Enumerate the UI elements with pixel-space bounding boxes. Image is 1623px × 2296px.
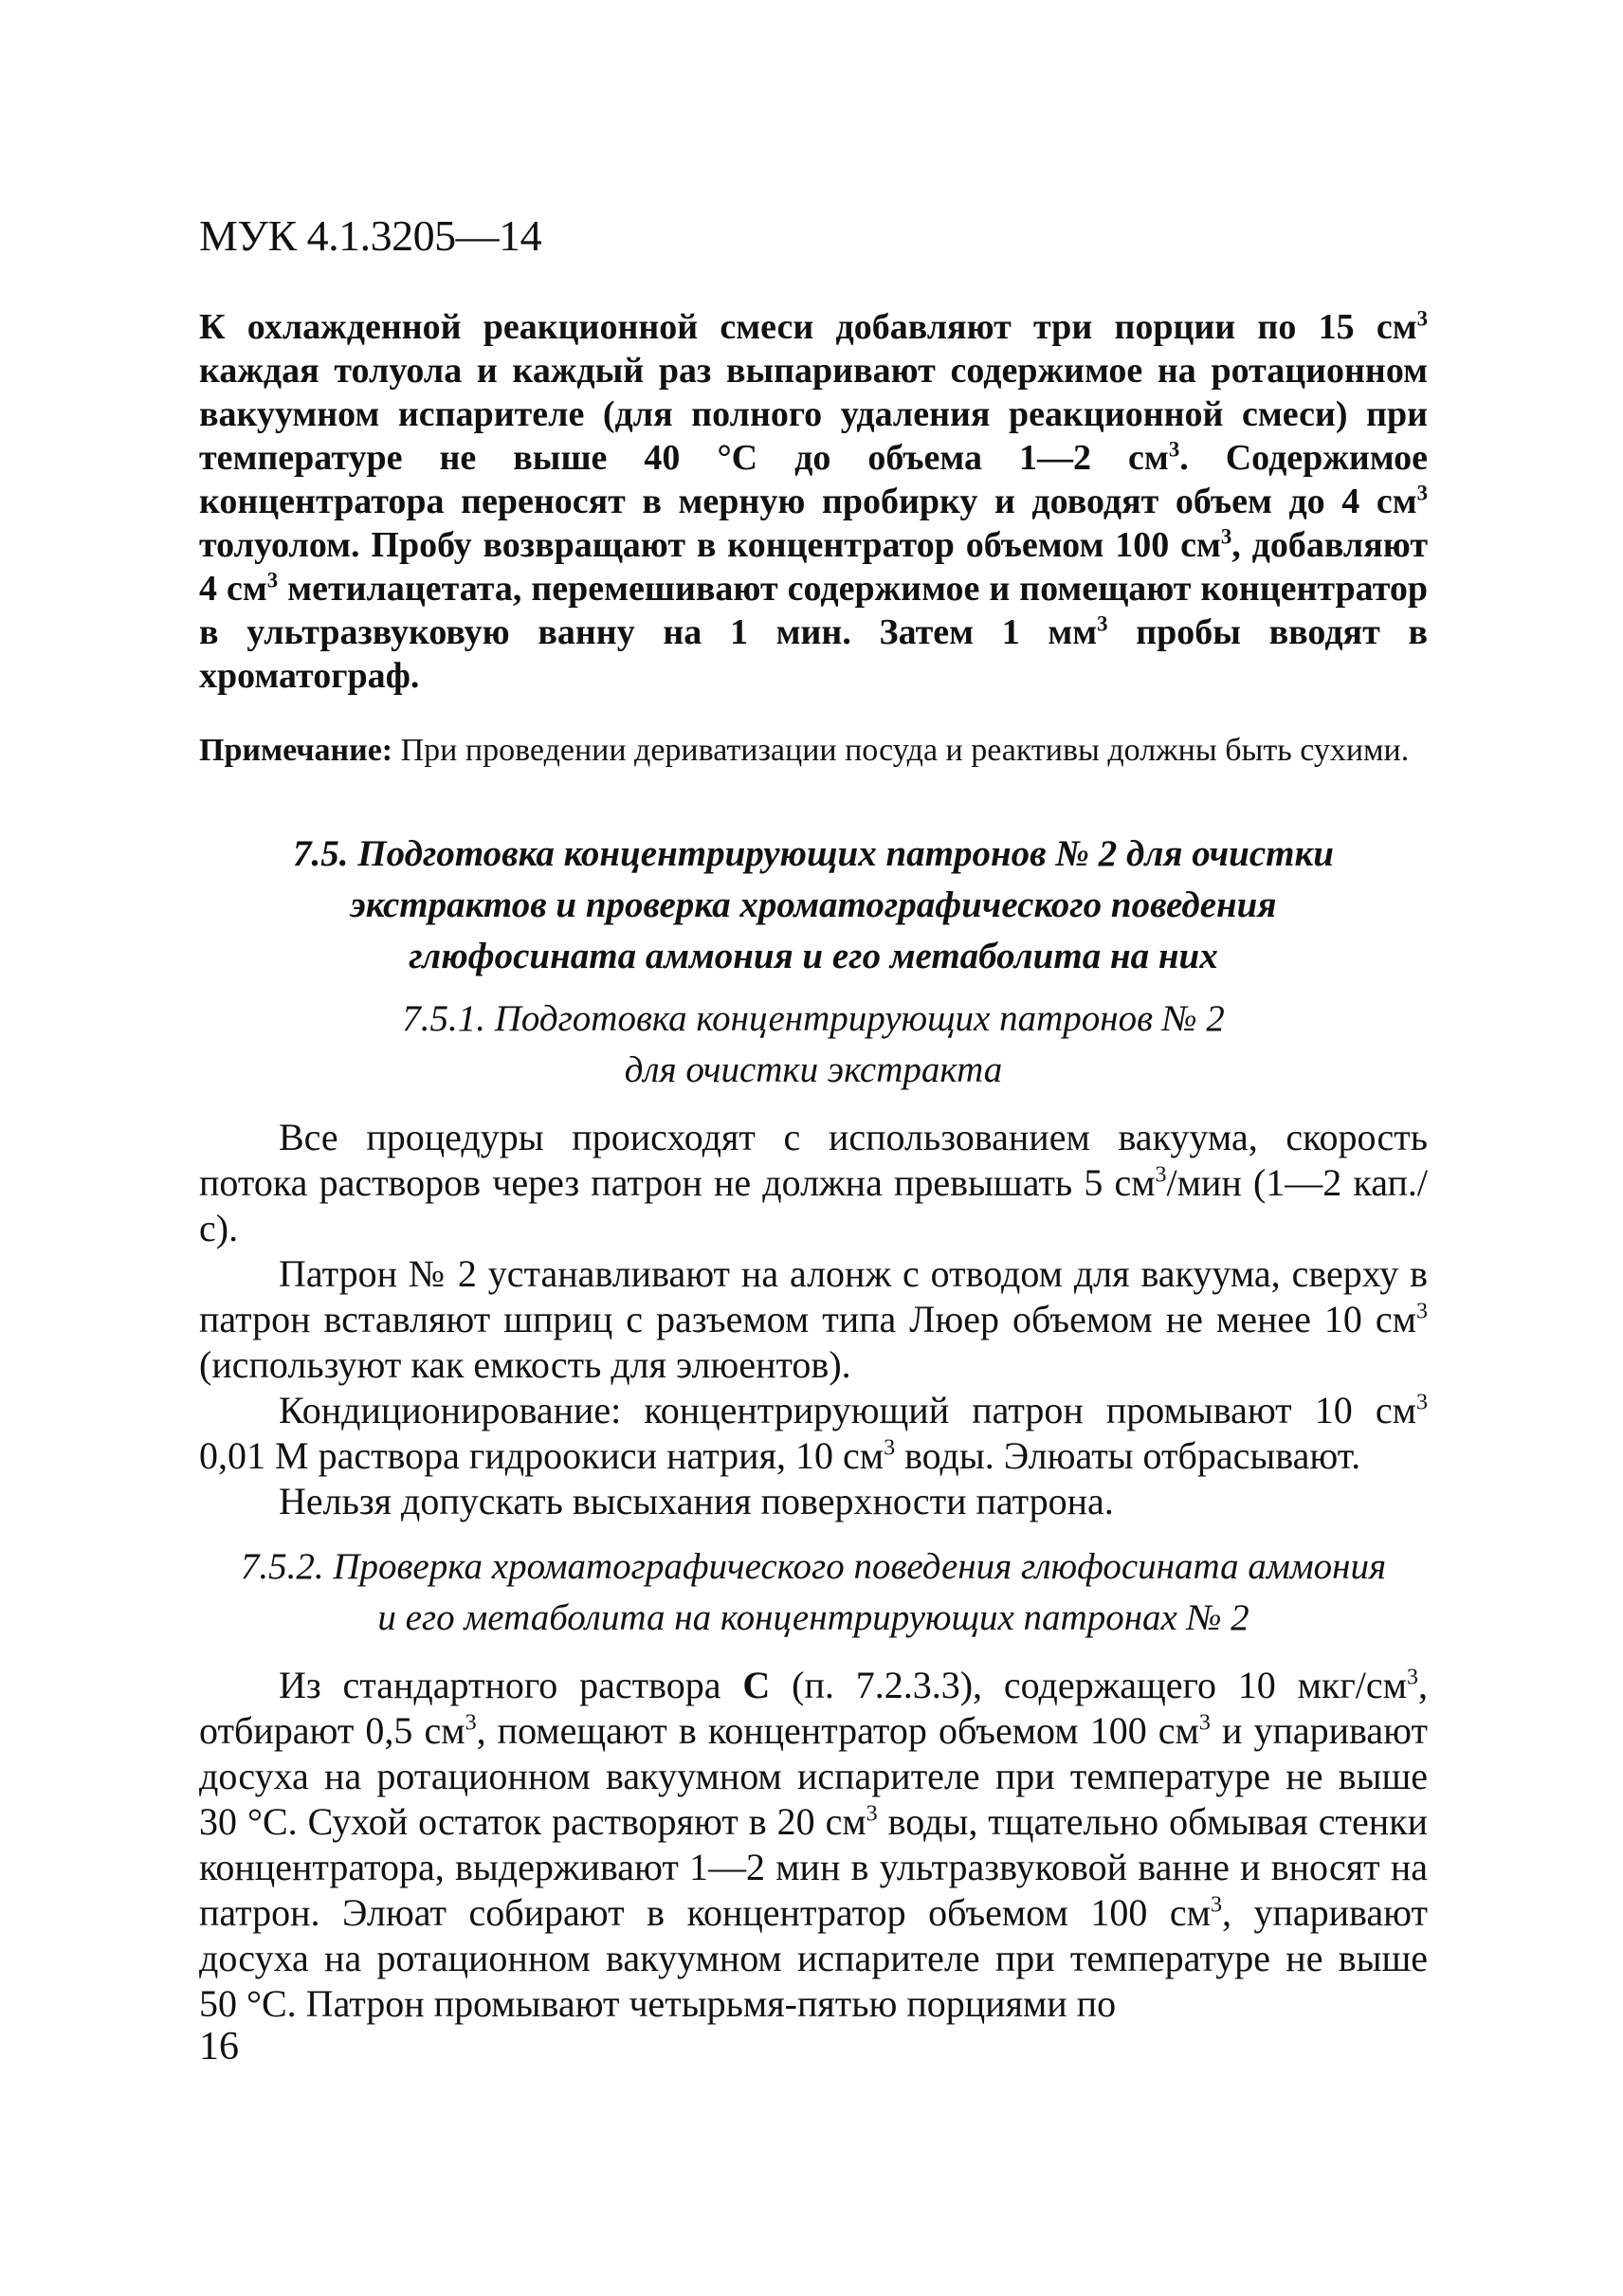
text-run: /мин (1—2 кап./с). (199, 1161, 1428, 1249)
note-label: Примечание: (199, 733, 393, 768)
text-run: , упаривают досуха на ротационном вакуумном испарителе при температуре не выше 50 °С. Патрон промывают четырьмя-пятью порциями по (199, 1891, 1428, 2025)
page-content (199, 305, 1428, 2027)
superscript: 3 (465, 1710, 477, 1736)
superscript: 3 (1198, 1710, 1211, 1736)
section-7-5-1-paragraph-1 (199, 1115, 1428, 1251)
section-7-5-2-paragraph (199, 1663, 1428, 2027)
text-run: пробы вводят в хроматограф. (199, 612, 1428, 696)
section-7-5-1-paragraph-3 (199, 1388, 1428, 1479)
superscript: 3 (1416, 306, 1428, 331)
superscript: 3 (1416, 1390, 1428, 1415)
text-run: воды, тщательно обмывая стенки концентратора, выдерживают 1—2 мин в ультразвуковой ванне и вносят на патрон. Элюат собирают в концентратор объемом 100 см (199, 1800, 1428, 1934)
note-text: При проведении дериватизации посуда и реактивы должны быть сухими. (392, 733, 1410, 768)
text-run: Патрон № 2 устанавливают на алонж с отводом для вакуума, сверху в патрон вставляют шприц с разъемом типа Люер объемом не менее 10 см (199, 1252, 1428, 1340)
text-run: К охлажденной реакционной смеси добавляют три порции по 15 см (199, 307, 1417, 347)
intro-paragraph (199, 305, 1428, 698)
section-7-5-2-line-1: 7.5.2. Проверка хроматографического поведения глюфосината аммония (240, 1546, 1387, 1587)
section-7-5-2-line-2: и его метаболита на концентрирующих патронах № 2 (377, 1597, 1249, 1638)
text-run: Все процедуры происходят с использованием вакуума, скорость потока растворов через патрон не должна превышать 5 см (199, 1116, 1428, 1204)
section-7-5-line-2: экстрактов и проверка хроматографического поведения (350, 884, 1277, 925)
section-7-5-heading (199, 829, 1428, 982)
section-7-5-1-line-2: для очистки экстракта (624, 1049, 1003, 1090)
superscript: 3 (1416, 481, 1428, 505)
superscript: 3 (1220, 524, 1232, 549)
text-run: метилацетата, перемешивают содержимое и помещают концентратор в ультразвуковую ванну на 1 мин. Затем 1 мм (199, 569, 1428, 652)
section-7-5-1-line-1: 7.5.1. Подготовка концентрирующих патронов № 2 (402, 998, 1225, 1039)
superscript: 3 (884, 1435, 896, 1461)
section-7-5-2-heading (199, 1541, 1428, 1644)
superscript: 3 (866, 1801, 878, 1827)
note-paragraph (199, 730, 1428, 772)
superscript: 3 (1210, 1892, 1222, 1918)
page-number: 16 (199, 2025, 239, 2068)
text-run: (п. 7.2.3.3), содержащего 10 мкг/см (770, 1664, 1407, 1706)
section-7-5-line-3: глюфосината аммония и его метаболита на них (409, 936, 1218, 976)
text-run: . Содержимое концентратора переносят в мерную пробирку и доводят объем до 4 см (199, 438, 1428, 521)
superscript: 3 (1406, 1665, 1418, 1690)
text-run: , отбирают 0,5 см (199, 1664, 1428, 1752)
text-run: Нельзя допускать высыхания поверхности патрона. (279, 1480, 1114, 1522)
superscript: 3 (1097, 611, 1108, 636)
section-7-5-line-1: 7.5. Подготовка концентрирующих патронов № 2 для очистки (293, 833, 1334, 874)
bold-text: С (742, 1664, 771, 1706)
text-run: , помещают в концентратор объемом 100 см (476, 1709, 1199, 1752)
document-code: МУК 4.1.3205—14 (199, 211, 542, 260)
text-run: каждая толуола и каждый раз выпаривают содержимое на ротационном вакуумном испарителе (для полного удаления реакционной смеси) при температуре не выше 40 °С до объема 1—2 см (199, 351, 1428, 478)
text-run: Из стандартного раствора (279, 1664, 743, 1706)
text-run: 0,01 М раствора гидроокиси натрия, 10 см (199, 1434, 884, 1477)
section-7-5-1-heading (199, 993, 1428, 1096)
text-run: (используют как емкость для элюентов). (199, 1343, 851, 1386)
text-run: толуолом. Пробу возвращают в концентратор объемом 100 см (199, 525, 1221, 565)
superscript: 3 (1168, 437, 1180, 462)
superscript: 3 (1416, 1299, 1428, 1324)
text-run: и упаривают досуха на ротационном вакуумном испарителе при температуре не выше 30 °С. Сухой остаток растворяют в 20 см (199, 1709, 1428, 1843)
text-run: Кондиционирование: концентрирующий патрон промывают 10 см (279, 1389, 1416, 1431)
superscript: 3 (266, 568, 279, 592)
text-run: воды. Элюаты отбрасывают. (895, 1434, 1361, 1477)
text-run: , добавляют 4 см (199, 525, 1428, 609)
section-7-5-1-paragraph-2 (199, 1251, 1428, 1388)
section-7-5-1-paragraph-4 (199, 1479, 1428, 1524)
superscript: 3 (1155, 1162, 1167, 1188)
